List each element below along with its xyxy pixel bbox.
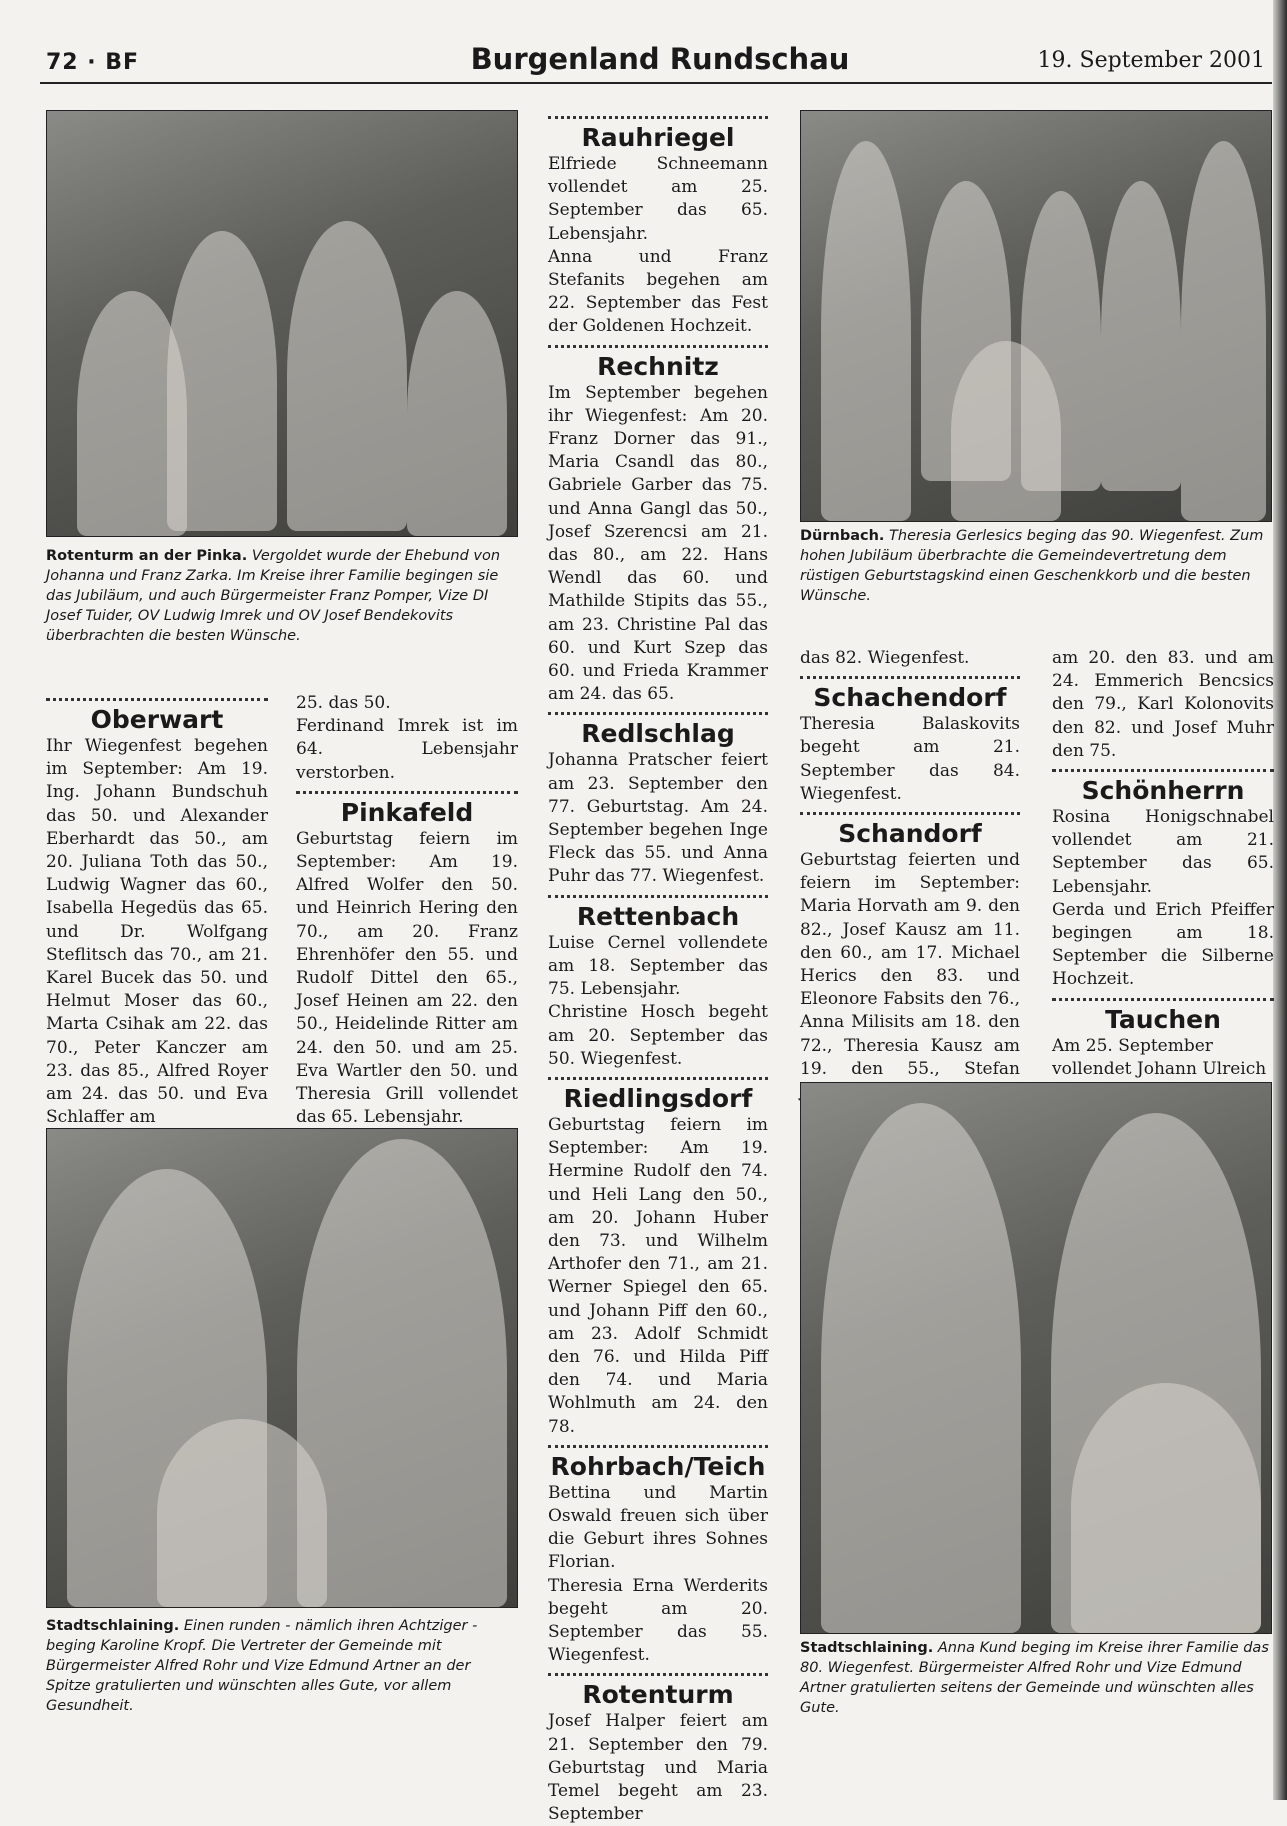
divider — [548, 1445, 768, 1448]
article-text: Gerda und Erich Pfeiffer begingen am 18. September die Silberne Hochzeit. — [1052, 899, 1274, 990]
article-title-tauchen: Tauchen — [1105, 1004, 1221, 1034]
caption-place: Rotenturm an der Pinka. — [46, 548, 248, 564]
article-title-schandorf: Schandorf — [838, 819, 982, 849]
article-text: Am 25. September vollendet Johann Ulreich — [1052, 1035, 1267, 1079]
article-text: Ferdinand Imrek ist im 64. Lebensjahr verstorben. — [296, 716, 518, 783]
caption-place: Stadtschlaining. — [800, 1640, 934, 1656]
article-text: 25. das 50. — [296, 693, 391, 713]
divider — [548, 345, 768, 348]
article-title-schoenherrn: Schönherrn — [1081, 776, 1245, 806]
article-title-schachendorf: Schachendorf — [813, 683, 1007, 713]
column-middle — [548, 110, 768, 1826]
article-title: Pinkafeld — [340, 797, 474, 827]
article-title-rechnitz: Rechnitz — [597, 351, 719, 381]
article-text: Theresia Balaskovits begeht am 21. September das 84. Wiegenfest. — [800, 714, 1020, 804]
photo-duernbach — [800, 110, 1272, 522]
page-number: 72 · BF — [46, 50, 140, 75]
article-text: Christine Hosch begeht am 20. September das 50. Wiegenfest. — [548, 1002, 768, 1069]
divider — [46, 698, 268, 701]
article-text: Elfriede Schneemann vollendet am 25. September das 65. Lebensjahr. — [548, 154, 768, 244]
divider — [1052, 769, 1274, 772]
photo-stadtschlaining-kund — [800, 1082, 1272, 1634]
article-text: das 82. Wiegenfest. — [800, 648, 970, 668]
caption-place: Dürnbach. — [800, 528, 885, 544]
caption-text: Anna Kund beging im Kreise ihrer Familie das 80. Wiegenfest. Bürgermeister Alfred Rohr und Vize Edmund Artner gratulierten seitens der Gemeinde und wünschten alles Gute. — [800, 1640, 1269, 1716]
article-text: Im September begehen ihr Wiegenfest: Am 20. Franz Dorner das 91., Maria Csandl das 80., Gabriele Garber das 75. und Anna Gangl das 50., Josef Szerencsi am 21. das 80., am 22. Hans Wendl das 60. und Mathilde Stipits das 55., am 23. Christine Pal das 60. und Kurt Szep das 60. und Frieda Krammer am 24. das 65. — [548, 382, 768, 705]
page-binding-edge — [1273, 0, 1287, 1800]
caption-stadtschlaining-kund — [800, 1638, 1270, 1718]
article-text: Luise Cernel vollendete am 18. September das 75. Lebensjahr. — [548, 932, 768, 1000]
article-pinkafeld — [296, 692, 518, 1129]
article-text: Geburtstag feiern im September: Am 19. Hermine Rudolf den 74. und Heli Lang den 50., am 20. Johann Huber den 73. und Wilhelm Arthofer den 71., am 21. Werner Spiegel den 65. und Johann Piff den 60., am 23. Adolf Schmidt den 76. und Hilda Piff den 74. und Maria Wohlmuth am 24. den 78. — [548, 1114, 768, 1437]
article-text: Geburtstag feiern im September: Am 19. Alfred Wolfer den 50. und Heinrich Hering den 70., am 20. Franz Ehrenhöfer den 55. und Rudolf Dittel den 65., Josef Heinen am 22. den 50., Heidelinde Ritter am 24. den 50. und am 25. Eva Wartler den 50. und Theresia Grill vollendet das 65. Lebensjahr. — [296, 828, 518, 1128]
newspaper-title: Burgenland Rundschau — [470, 42, 850, 76]
article-title: Oberwart — [90, 705, 224, 734]
column-right-a — [800, 647, 1020, 1104]
divider — [548, 712, 768, 715]
caption-place: Stadtschlaining. — [46, 1618, 180, 1634]
divider — [296, 791, 518, 794]
article-oberwart — [46, 692, 268, 1129]
divider — [548, 116, 768, 119]
header-rule — [40, 82, 1272, 84]
caption-text: Vergoldet wurde der Ehebund von Johanna und Franz Zarka. Im Kreise ihrer Familie begingen sie das Jubiläum, und auch Bürgermeister Franz Pomper, Vize DI Josef Tuider, OV Ludwig Imrek und OV Josef Bendekovits überbrachten die besten Wünsche. — [46, 548, 501, 644]
photo-rotenturm — [46, 110, 518, 537]
caption-rotenturm — [46, 546, 516, 646]
article-title-rauhriegel: Rauhriegel — [581, 123, 735, 152]
article-title-redlschlag: Redlschlag — [581, 719, 735, 749]
caption-text: Theresia Gerlesics beging das 90. Wiegenfest. Zum hohen Jubiläum überbrachte die Gemeindevertretung dem rüstigen Geburtstagskind einen Geschenkkorb und die besten Wünsche. — [800, 528, 1264, 604]
article-title-rohrbach: Rohrbach/Teich — [550, 1451, 766, 1481]
article-text: Rosina Honigschnabel vollendet am 21. September das 65. Lebensjahr. — [1052, 807, 1274, 897]
article-title-rotenturm: Rotenturm — [582, 1680, 734, 1710]
article-text: Ihr Wiegenfest begehen im September: Am 19. Ing. Johann Bundschuh das 50. und Alexander Eberhardt das 50., am 20. Juliana Toth das 50., Ludwig Wagner das 60., Isabella Hegedüs das 65. und Dr. Wolfgang Steflitsch das 70., am 21. Karel Bucek das 50. und Helmut Moser das 60., Marta Csihak am 22. das 70., Peter Kanczer am 23. das 85., Alfred Royer am 24. das 50. und Eva Schlaffer am — [46, 736, 268, 1128]
article-text: am 20. den 83. und am 24. Emmerich Bencsics den 79., Karl Kolonovits den 82. und Josef Muhr den 75. — [1052, 648, 1274, 761]
divider — [800, 676, 1020, 679]
caption-text: Einen runden - nämlich ihren Achtziger - beging Karoline Kropf. Die Vertreter der Gemeinde mit Bürgermeister Alfred Rohr und Vize Edmund Artner an der Spitze gratulierten und wünschten alles Gute, vor allem Gesundheit. — [46, 1618, 478, 1714]
article-text: Johanna Pratscher feiert am 23. September den 77. Geburtstag. Am 24. September begehen Inge Fleck das 55. und Anna Puhr das 77. Wiegenfest. — [548, 750, 768, 887]
article-text: Theresia Erna Werderits begeht am 20. September das 55. Wiegenfest. — [548, 1575, 768, 1666]
divider — [1052, 998, 1274, 1001]
article-text: Geburtstag feierten und feiern im September: Maria Horvath am 9. den 82., Josef Kausz am 11. den 60., am 17. Michael Herics den 83. und Eleonore Fabsits den 76., Anna Milisits am 18. den 72., Theresia Kausz am 19. den 55., Stefan — [800, 850, 1020, 1079]
divider — [548, 895, 768, 898]
article-text: Anna und Franz Stefanits begehen am 22. September das Fest der Goldenen Hochzeit. — [548, 246, 768, 337]
article-title-rettenbach: Rettenbach — [576, 901, 740, 931]
caption-stadtschlaining-kropf — [46, 1616, 516, 1716]
article-text: Bettina und Martin Oswald freuen sich über die Geburt ihres Sohnes Florian. — [548, 1482, 768, 1573]
photo-stadtschlaining-kropf — [46, 1128, 518, 1608]
divider — [800, 812, 1020, 815]
article-title-riedlingsdorf: Riedlingsdorf — [563, 1083, 753, 1113]
column-right-b — [1052, 647, 1274, 1127]
divider — [548, 1673, 768, 1676]
issue-date: 19. September 2001 — [1037, 48, 1265, 73]
article-text: Josef Halper feiert am 21. September den 79. Geburtstag und Maria Temel begeht am 23. September — [548, 1711, 768, 1825]
divider — [548, 1077, 768, 1080]
caption-duernbach — [800, 526, 1270, 606]
